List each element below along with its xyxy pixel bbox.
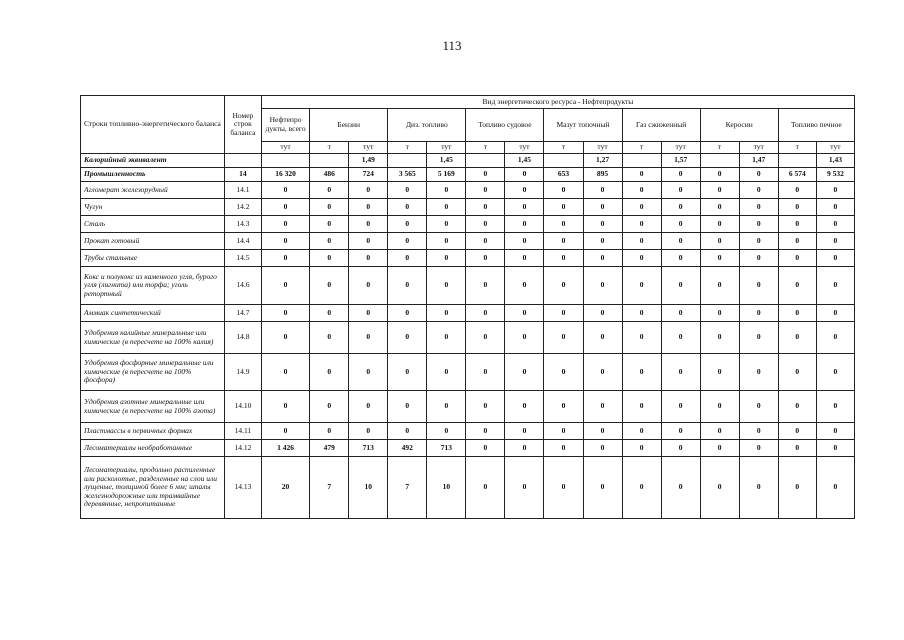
row-cell: 0 bbox=[700, 440, 739, 457]
row-cell: 0 bbox=[544, 182, 583, 199]
calorific-label: Калорийный эквивалент bbox=[81, 154, 225, 168]
row-cell: 0 bbox=[583, 305, 622, 322]
row-cell: 0 bbox=[261, 423, 309, 440]
row-cell: 0 bbox=[349, 305, 388, 322]
row-cell: 0 bbox=[739, 182, 778, 199]
row-cell: 0 bbox=[388, 354, 427, 391]
row-cell: 0 bbox=[700, 267, 739, 305]
row-cell: 0 bbox=[778, 182, 816, 199]
row-cell: 0 bbox=[661, 305, 700, 322]
row-cell: 0 bbox=[739, 322, 778, 354]
row-number: 14.5 bbox=[224, 250, 261, 267]
header-unit: тут bbox=[816, 142, 854, 154]
table-row bbox=[81, 233, 855, 250]
row-label: Аммиак синтетический bbox=[81, 305, 225, 322]
header-row-label: Строки топливно-энергетического баланса bbox=[81, 96, 225, 154]
row-cell: 0 bbox=[466, 250, 505, 267]
row-number: 14.12 bbox=[224, 440, 261, 457]
header-column: Нефтепро дукты, всего bbox=[261, 109, 309, 142]
header-unit: т bbox=[622, 142, 661, 154]
row-label: Промышленность bbox=[81, 168, 225, 182]
table-row bbox=[81, 391, 855, 423]
row-cell: 0 bbox=[388, 233, 427, 250]
calorific-cell: 1,45 bbox=[505, 154, 544, 168]
row-cell: 0 bbox=[816, 423, 854, 440]
row-cell: 0 bbox=[778, 423, 816, 440]
row-number: 14.13 bbox=[224, 457, 261, 519]
row-cell: 0 bbox=[739, 354, 778, 391]
row-cell: 0 bbox=[661, 322, 700, 354]
row-cell: 0 bbox=[739, 250, 778, 267]
table-row bbox=[81, 199, 855, 216]
row-cell: 0 bbox=[310, 267, 349, 305]
calorific-cell bbox=[388, 154, 427, 168]
row-label: Сталь bbox=[81, 216, 225, 233]
row-cell: 0 bbox=[544, 250, 583, 267]
row-cell: 0 bbox=[583, 457, 622, 519]
row-cell: 0 bbox=[816, 440, 854, 457]
header-unit: тут bbox=[739, 142, 778, 154]
row-label: Прокат готовый bbox=[81, 233, 225, 250]
row-cell: 0 bbox=[261, 250, 309, 267]
calorific-cell bbox=[224, 154, 261, 168]
row-cell: 0 bbox=[310, 423, 349, 440]
row-cell: 0 bbox=[388, 267, 427, 305]
row-cell: 0 bbox=[388, 305, 427, 322]
row-cell: 0 bbox=[310, 305, 349, 322]
row-cell: 0 bbox=[816, 457, 854, 519]
row-cell: 479 bbox=[310, 440, 349, 457]
row-cell: 0 bbox=[544, 199, 583, 216]
row-cell: 0 bbox=[700, 250, 739, 267]
row-number: 14.1 bbox=[224, 182, 261, 199]
row-cell: 0 bbox=[349, 233, 388, 250]
row-cell: 0 bbox=[661, 250, 700, 267]
row-number: 14.11 bbox=[224, 423, 261, 440]
row-cell: 0 bbox=[388, 322, 427, 354]
row-cell: 0 bbox=[466, 440, 505, 457]
calorific-cell bbox=[778, 154, 816, 168]
row-cell: 0 bbox=[661, 216, 700, 233]
row-cell: 0 bbox=[816, 216, 854, 233]
calorific-cell bbox=[310, 154, 349, 168]
row-cell: 20 bbox=[261, 457, 309, 519]
row-cell: 0 bbox=[349, 182, 388, 199]
header-unit: т bbox=[700, 142, 739, 154]
row-cell: 724 bbox=[349, 168, 388, 182]
row-cell: 0 bbox=[778, 457, 816, 519]
row-cell: 0 bbox=[505, 216, 544, 233]
table-row bbox=[81, 457, 855, 519]
calorific-cell bbox=[622, 154, 661, 168]
row-cell: 0 bbox=[388, 182, 427, 199]
row-cell: 0 bbox=[778, 199, 816, 216]
row-cell: 0 bbox=[622, 182, 661, 199]
row-cell: 0 bbox=[583, 267, 622, 305]
calorific-cell: 1,45 bbox=[427, 154, 466, 168]
row-number: 14.4 bbox=[224, 233, 261, 250]
row-cell: 0 bbox=[544, 354, 583, 391]
row-cell: 0 bbox=[622, 322, 661, 354]
row-cell: 0 bbox=[466, 457, 505, 519]
row-cell: 0 bbox=[661, 391, 700, 423]
row-cell: 0 bbox=[700, 305, 739, 322]
row-cell: 0 bbox=[700, 457, 739, 519]
table-row bbox=[81, 423, 855, 440]
row-cell: 6 574 bbox=[778, 168, 816, 182]
row-cell: 0 bbox=[816, 199, 854, 216]
header-unit: тут bbox=[427, 142, 466, 154]
row-cell: 0 bbox=[661, 423, 700, 440]
row-cell: 0 bbox=[622, 457, 661, 519]
calorific-cell bbox=[261, 154, 309, 168]
row-cell: 10 bbox=[427, 457, 466, 519]
row-cell: 0 bbox=[583, 250, 622, 267]
header-resource-group: Вид энергетического ресурса - Нефтепродукты bbox=[261, 96, 854, 109]
row-cell: 0 bbox=[505, 182, 544, 199]
row-cell: 3 565 bbox=[388, 168, 427, 182]
row-cell: 0 bbox=[622, 354, 661, 391]
row-cell: 0 bbox=[583, 182, 622, 199]
row-cell: 0 bbox=[427, 322, 466, 354]
row-number: 14.8 bbox=[224, 322, 261, 354]
header-column: Керосин bbox=[700, 109, 778, 142]
row-cell: 0 bbox=[544, 233, 583, 250]
row-cell: 0 bbox=[661, 354, 700, 391]
row-cell: 0 bbox=[544, 267, 583, 305]
row-cell: 0 bbox=[349, 322, 388, 354]
header-unit: тут bbox=[505, 142, 544, 154]
row-cell: 0 bbox=[583, 391, 622, 423]
row-cell: 0 bbox=[466, 267, 505, 305]
row-cell: 0 bbox=[583, 322, 622, 354]
row-cell: 0 bbox=[505, 168, 544, 182]
row-number: 14.7 bbox=[224, 305, 261, 322]
row-number: 14.2 bbox=[224, 199, 261, 216]
row-cell: 0 bbox=[622, 305, 661, 322]
row-cell: 0 bbox=[816, 250, 854, 267]
row-cell: 0 bbox=[778, 267, 816, 305]
row-cell: 0 bbox=[310, 199, 349, 216]
calorific-cell: 1,27 bbox=[583, 154, 622, 168]
row-cell: 0 bbox=[427, 423, 466, 440]
row-cell: 7 bbox=[388, 457, 427, 519]
header-column: Мазут топочный bbox=[544, 109, 622, 142]
table-row bbox=[81, 182, 855, 199]
header-column: Диз. топливо bbox=[388, 109, 466, 142]
row-cell: 0 bbox=[700, 168, 739, 182]
row-cell: 0 bbox=[544, 457, 583, 519]
row-cell: 0 bbox=[349, 354, 388, 391]
row-cell: 0 bbox=[466, 322, 505, 354]
table-row bbox=[81, 440, 855, 457]
calorific-cell: 1,49 bbox=[349, 154, 388, 168]
row-cell: 0 bbox=[544, 305, 583, 322]
row-cell: 0 bbox=[388, 423, 427, 440]
row-cell: 0 bbox=[661, 267, 700, 305]
row-cell: 0 bbox=[505, 457, 544, 519]
row-cell: 0 bbox=[349, 423, 388, 440]
row-cell: 0 bbox=[778, 391, 816, 423]
row-cell: 0 bbox=[544, 391, 583, 423]
row-cell: 0 bbox=[505, 322, 544, 354]
header-unit: т bbox=[544, 142, 583, 154]
row-cell: 0 bbox=[544, 322, 583, 354]
row-cell: 0 bbox=[310, 250, 349, 267]
row-cell: 0 bbox=[739, 168, 778, 182]
table-row bbox=[81, 168, 855, 182]
row-cell: 0 bbox=[466, 233, 505, 250]
row-cell: 0 bbox=[505, 233, 544, 250]
row-cell: 0 bbox=[544, 423, 583, 440]
row-cell: 0 bbox=[388, 216, 427, 233]
row-cell: 0 bbox=[622, 199, 661, 216]
row-cell: 0 bbox=[816, 391, 854, 423]
table-row bbox=[81, 354, 855, 391]
table-row bbox=[81, 322, 855, 354]
calorific-cell: 1,47 bbox=[739, 154, 778, 168]
header-column: Бензин bbox=[310, 109, 388, 142]
calorific-cell bbox=[544, 154, 583, 168]
row-number: 14.10 bbox=[224, 391, 261, 423]
header-row-group bbox=[81, 96, 855, 109]
row-cell: 0 bbox=[739, 199, 778, 216]
row-cell: 0 bbox=[261, 354, 309, 391]
header-unit: т bbox=[466, 142, 505, 154]
row-cell: 0 bbox=[739, 440, 778, 457]
row-cell: 895 bbox=[583, 168, 622, 182]
row-cell: 0 bbox=[739, 233, 778, 250]
row-cell: 0 bbox=[661, 457, 700, 519]
row-cell: 0 bbox=[505, 440, 544, 457]
row-label: Пластмассы в первичных формах bbox=[81, 423, 225, 440]
row-cell: 0 bbox=[388, 199, 427, 216]
row-cell: 0 bbox=[505, 423, 544, 440]
row-cell: 0 bbox=[427, 305, 466, 322]
row-cell: 0 bbox=[544, 440, 583, 457]
row-label: Лесоматериалы необработанные bbox=[81, 440, 225, 457]
header-unit: тут bbox=[349, 142, 388, 154]
row-label: Кокс и полукокс из каменного угля, бурого угля (лигнита) или торфа; уголь ретортный bbox=[81, 267, 225, 305]
row-cell: 0 bbox=[261, 199, 309, 216]
row-cell: 0 bbox=[261, 267, 309, 305]
table-row bbox=[81, 216, 855, 233]
header-unit: тут bbox=[661, 142, 700, 154]
row-cell: 0 bbox=[816, 305, 854, 322]
row-cell: 713 bbox=[427, 440, 466, 457]
row-label: Чугун bbox=[81, 199, 225, 216]
row-cell: 5 169 bbox=[427, 168, 466, 182]
row-cell: 0 bbox=[661, 168, 700, 182]
header-unit: т bbox=[310, 142, 349, 154]
row-cell: 0 bbox=[466, 423, 505, 440]
row-cell: 0 bbox=[466, 354, 505, 391]
row-cell: 0 bbox=[661, 440, 700, 457]
row-cell: 0 bbox=[310, 322, 349, 354]
row-cell: 0 bbox=[388, 391, 427, 423]
row-cell: 0 bbox=[466, 199, 505, 216]
row-cell: 0 bbox=[427, 199, 466, 216]
row-cell: 0 bbox=[261, 182, 309, 199]
row-cell: 0 bbox=[466, 305, 505, 322]
row-cell: 0 bbox=[310, 391, 349, 423]
row-cell: 0 bbox=[427, 233, 466, 250]
row-number: 14 bbox=[224, 168, 261, 182]
row-cell: 0 bbox=[427, 391, 466, 423]
row-label: Трубы стальные bbox=[81, 250, 225, 267]
header-unit: т bbox=[388, 142, 427, 154]
row-cell: 0 bbox=[261, 233, 309, 250]
row-cell: 0 bbox=[739, 216, 778, 233]
row-cell: 0 bbox=[778, 233, 816, 250]
row-cell: 0 bbox=[505, 250, 544, 267]
row-cell: 0 bbox=[816, 322, 854, 354]
row-cell: 0 bbox=[427, 216, 466, 233]
row-label: Удобрения азотные минеральные или химические (в пересчете на 100% азота) bbox=[81, 391, 225, 423]
row-cell: 0 bbox=[427, 267, 466, 305]
row-cell: 0 bbox=[310, 216, 349, 233]
row-cell: 0 bbox=[349, 267, 388, 305]
row-cell: 0 bbox=[261, 391, 309, 423]
row-cell: 0 bbox=[349, 391, 388, 423]
row-cell: 0 bbox=[778, 322, 816, 354]
row-cell: 0 bbox=[427, 250, 466, 267]
calorific-cell bbox=[700, 154, 739, 168]
row-cell: 653 bbox=[544, 168, 583, 182]
header-unit: тут bbox=[583, 142, 622, 154]
row-cell: 16 320 bbox=[261, 168, 309, 182]
row-cell: 0 bbox=[466, 391, 505, 423]
row-cell: 0 bbox=[388, 250, 427, 267]
row-cell: 0 bbox=[700, 182, 739, 199]
row-cell: 0 bbox=[622, 267, 661, 305]
row-cell: 0 bbox=[466, 216, 505, 233]
header-unit: тут bbox=[261, 142, 309, 154]
row-cell: 492 bbox=[388, 440, 427, 457]
row-cell: 0 bbox=[778, 440, 816, 457]
row-label: Удобрения фосфорные минеральные или химические (в пересчете на 100% фосфора) bbox=[81, 354, 225, 391]
row-cell: 0 bbox=[505, 305, 544, 322]
header-column: Газ сжиженный bbox=[622, 109, 700, 142]
row-label: Удобрения калийные минеральные или химические (в пересчете на 100% калия) bbox=[81, 322, 225, 354]
row-cell: 0 bbox=[427, 182, 466, 199]
row-cell: 0 bbox=[505, 354, 544, 391]
page-number: 113 bbox=[442, 38, 462, 53]
row-cell: 486 bbox=[310, 168, 349, 182]
row-cell: 0 bbox=[622, 250, 661, 267]
row-cell: 0 bbox=[622, 233, 661, 250]
row-cell: 0 bbox=[739, 267, 778, 305]
row-cell: 0 bbox=[739, 423, 778, 440]
row-cell: 0 bbox=[661, 182, 700, 199]
row-cell: 0 bbox=[700, 233, 739, 250]
row-cell: 0 bbox=[661, 199, 700, 216]
row-cell: 1 426 bbox=[261, 440, 309, 457]
row-label: Лесоматериалы, продольно распиленные или расколотые, разделенные на слои или лущеные, толщиной более 6 мм; шпалы железнодорожные или трамвайные деревянные, непропитанные bbox=[81, 457, 225, 519]
row-cell: 0 bbox=[310, 233, 349, 250]
row-label: Агломерат железорудный bbox=[81, 182, 225, 199]
row-cell: 0 bbox=[700, 391, 739, 423]
row-cell: 0 bbox=[583, 354, 622, 391]
row-cell: 0 bbox=[700, 216, 739, 233]
row-number: 14.3 bbox=[224, 216, 261, 233]
row-cell: 0 bbox=[349, 250, 388, 267]
calorific-cell: 1,43 bbox=[816, 154, 854, 168]
row-cell: 0 bbox=[816, 233, 854, 250]
header-column: Топливо судовое bbox=[466, 109, 544, 142]
row-cell: 713 bbox=[349, 440, 388, 457]
row-cell: 9 532 bbox=[816, 168, 854, 182]
header-column: Топливо печное bbox=[778, 109, 854, 142]
row-cell: 0 bbox=[583, 199, 622, 216]
row-cell: 0 bbox=[778, 305, 816, 322]
row-cell: 0 bbox=[700, 199, 739, 216]
row-cell: 0 bbox=[505, 199, 544, 216]
row-cell: 0 bbox=[544, 216, 583, 233]
row-cell: 0 bbox=[816, 267, 854, 305]
row-cell: 0 bbox=[661, 233, 700, 250]
calorific-cell: 1,57 bbox=[661, 154, 700, 168]
row-cell: 0 bbox=[583, 233, 622, 250]
row-cell: 7 bbox=[310, 457, 349, 519]
row-cell: 0 bbox=[622, 216, 661, 233]
row-cell: 0 bbox=[778, 354, 816, 391]
row-cell: 0 bbox=[466, 168, 505, 182]
row-cell: 0 bbox=[349, 216, 388, 233]
row-cell: 0 bbox=[622, 168, 661, 182]
row-cell: 0 bbox=[622, 391, 661, 423]
row-cell: 0 bbox=[583, 423, 622, 440]
row-cell: 0 bbox=[261, 322, 309, 354]
energy-balance-table bbox=[80, 95, 855, 519]
row-cell: 0 bbox=[622, 423, 661, 440]
row-cell: 0 bbox=[310, 182, 349, 199]
row-cell: 0 bbox=[816, 182, 854, 199]
row-cell: 0 bbox=[816, 354, 854, 391]
table-row bbox=[81, 305, 855, 322]
row-cell: 0 bbox=[583, 440, 622, 457]
row-cell: 0 bbox=[505, 391, 544, 423]
row-cell: 0 bbox=[739, 457, 778, 519]
row-cell: 0 bbox=[583, 216, 622, 233]
row-number: 14.6 bbox=[224, 267, 261, 305]
row-cell: 0 bbox=[778, 216, 816, 233]
header-row-number: Номер строк баланса bbox=[224, 96, 261, 154]
row-cell: 0 bbox=[622, 440, 661, 457]
row-cell: 10 bbox=[349, 457, 388, 519]
row-cell: 0 bbox=[700, 354, 739, 391]
row-cell: 0 bbox=[310, 354, 349, 391]
calorific-row bbox=[81, 154, 855, 168]
row-cell: 0 bbox=[700, 322, 739, 354]
header-unit: т bbox=[778, 142, 816, 154]
calorific-cell bbox=[466, 154, 505, 168]
table-row bbox=[81, 267, 855, 305]
row-cell: 0 bbox=[778, 250, 816, 267]
row-cell: 0 bbox=[427, 354, 466, 391]
row-cell: 0 bbox=[261, 305, 309, 322]
row-cell: 0 bbox=[739, 391, 778, 423]
row-cell: 0 bbox=[739, 305, 778, 322]
row-cell: 0 bbox=[261, 216, 309, 233]
row-number: 14.9 bbox=[224, 354, 261, 391]
table-row bbox=[81, 250, 855, 267]
row-cell: 0 bbox=[466, 182, 505, 199]
row-cell: 0 bbox=[505, 267, 544, 305]
row-cell: 0 bbox=[700, 423, 739, 440]
row-cell: 0 bbox=[349, 199, 388, 216]
